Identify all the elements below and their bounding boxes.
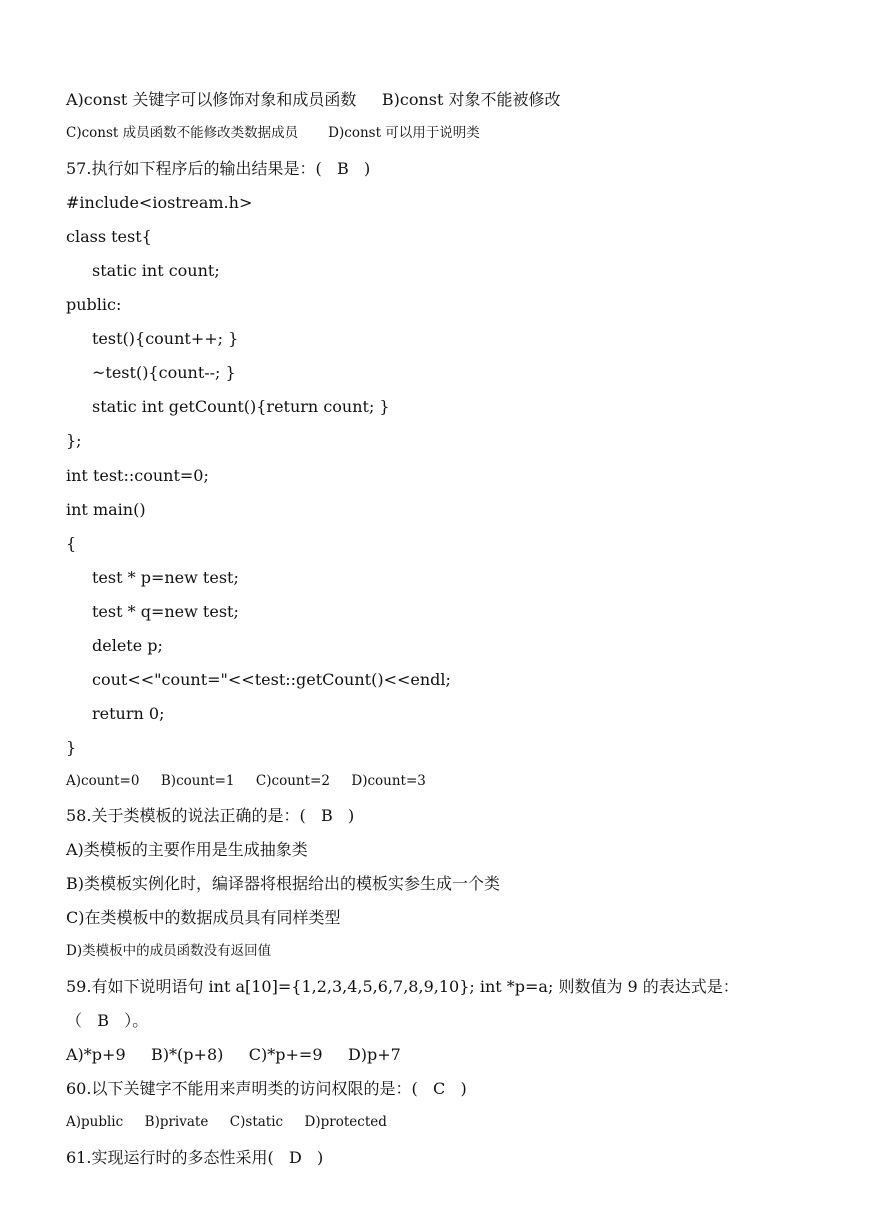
code-line-main: int main(): [66, 500, 146, 519]
code-line-close-brace: }: [66, 738, 77, 757]
q56-options-cd: C)const 成员函数不能修改类数据成员 D)const 可以用于说明类: [66, 125, 480, 141]
q58-option-a: A)类模板的主要作用是生成抽象类: [66, 840, 308, 859]
q60-options: A)public B)private C)static D)protected: [66, 1114, 387, 1130]
question-59-answer: （ B ）。: [66, 1011, 149, 1030]
q58-option-b: B)类模板实例化时，编译器将根据给出的模板实参生成一个类: [66, 874, 501, 893]
q56-options-ab: A)const 关键字可以修饰对象和成员函数 B)const 对象不能被修改: [66, 90, 561, 109]
code-line-cout: cout<<"count="<<test::getCount()<<endl;: [92, 670, 451, 689]
question-59: 59.有如下说明语句 int a[10]={1,2,3,4,5,6,7,8,9,10}; int *p=a; 则数值为 9 的表达式是：: [66, 977, 739, 996]
code-line-class-end: };: [66, 431, 82, 450]
q58-option-d: D)类模板中的成员函数没有返回值: [66, 943, 272, 959]
code-line-static-count: static int count;: [92, 261, 220, 280]
code-line-constructor: test(){count++; }: [92, 329, 239, 348]
code-line-count-init: int test::count=0;: [66, 466, 209, 485]
question-60: 60.以下关键字不能用来声明类的访问权限的是：( C ): [66, 1079, 467, 1098]
code-line-getcount: static int getCount(){return count; }: [92, 397, 390, 416]
code-line-delete-p: delete p;: [92, 636, 163, 655]
question-61: 61.实现运行时的多态性采用( D ): [66, 1148, 324, 1167]
code-line-new-p: test * p=new test;: [92, 568, 239, 587]
q59-options: A)*p+9 B)*(p+8) C)*p+=9 D)p+7: [66, 1045, 401, 1064]
code-line-return: return 0;: [92, 704, 165, 723]
code-line-class: class test{: [66, 227, 152, 246]
q58-option-c: C)在类模板中的数据成员具有同样类型: [66, 908, 341, 927]
code-line-open-brace: {: [66, 534, 77, 553]
code-line-destructor: ~test(){count--; }: [92, 363, 236, 382]
question-57: 57.执行如下程序后的输出结果是：( B ): [66, 159, 371, 178]
code-line-public: public:: [66, 295, 122, 314]
code-line-new-q: test * q=new test;: [92, 602, 239, 621]
question-58: 58.关于类模板的说法正确的是：( B ): [66, 806, 355, 825]
q57-options: A)count=0 B)count=1 C)count=2 D)count=3: [66, 773, 426, 789]
code-line-include: #include<iostream.h>: [66, 193, 253, 212]
